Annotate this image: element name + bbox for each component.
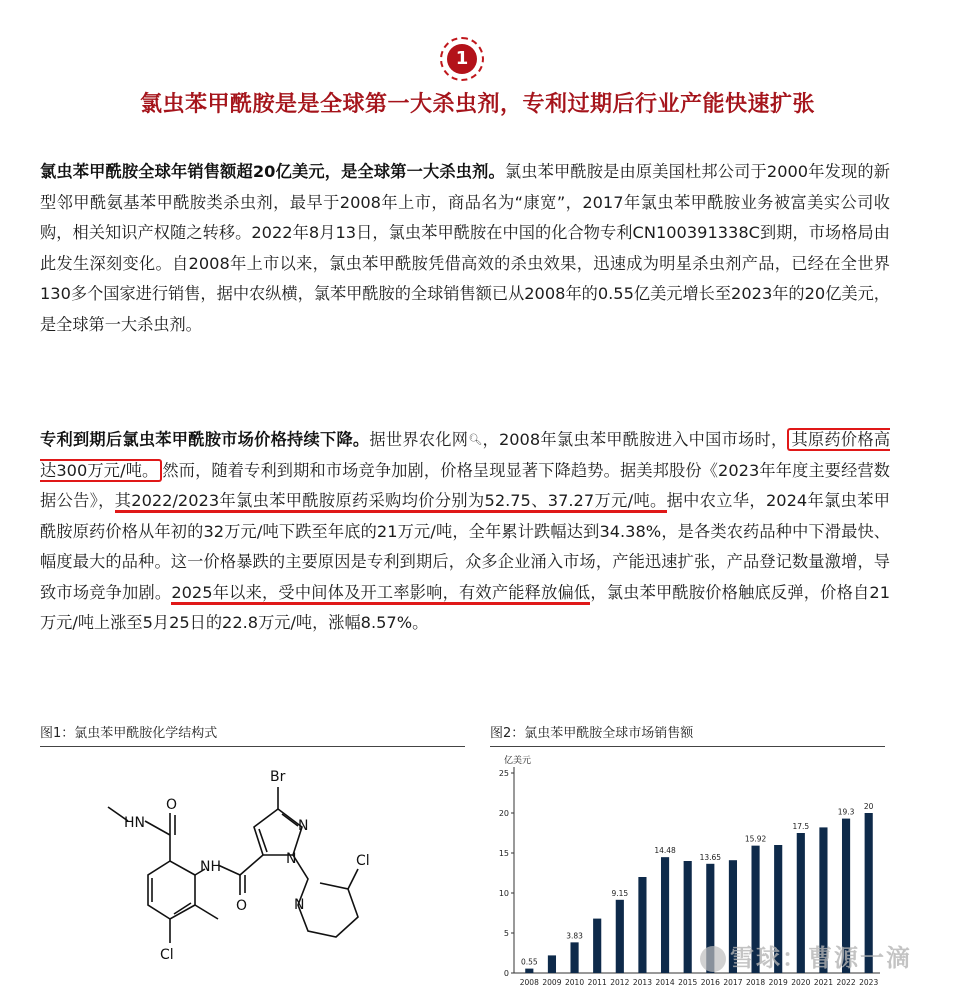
section-headline: 氯虫苯甲酰胺是是全球第一大杀虫剂，专利过期后行业产能快速扩张 (139, 92, 815, 117)
text-segment: ，氯虫苯甲酰胺价格触底反弹，价格自21万元/吨上涨至5月25日的22.8万元/吨，涨幅8.57%。 (40, 582, 890, 632)
x-tick-label: 2009 (542, 978, 562, 987)
y-tick-label: 5 (503, 929, 509, 938)
data-label: 19.3 (837, 807, 855, 817)
atom-label: Cl (356, 853, 370, 869)
data-label: 14.48 (654, 846, 676, 856)
bond (218, 865, 240, 875)
x-tick-label: 2011 (587, 978, 607, 987)
x-tick-label: 2022 (836, 978, 856, 987)
x-tick-label: 2018 (746, 978, 766, 987)
snowball-logo-icon (700, 946, 726, 972)
x-tick-label: 2013 (632, 978, 652, 987)
figure-structure (40, 722, 465, 997)
bond (348, 869, 358, 889)
data-label: 20 (863, 802, 874, 811)
text-segment: ，2008年氯虫苯甲酰胺进入中国市场时， (482, 430, 788, 449)
x-tick-label: 2008 (519, 978, 539, 987)
x-tick-label: 2012 (610, 978, 630, 987)
data-label: 15.92 (744, 834, 767, 844)
bar (684, 861, 692, 973)
boxed-highlight: 其原药价格高达300万元/吨。 (40, 430, 891, 480)
y-tick-label: 0 (503, 969, 509, 978)
paragraph-body: 氯虫苯甲酰胺是由原美国杜邦公司于2000年发现的新型邻甲酰氨基苯甲酰胺类杀虫剂，最早于2008年上市，商品名为“康宽”，2017年氯虫苯甲酰胺业务被富美实公司收购，相关知识产权随之转移。2022年8月13日，氯虫苯甲酰胺在中国的化合物专利CN100391338C到期，市场格局由此发生深刻变化。自2008年上市以来，氯虫苯甲酰胺凭借高效的杀虫效果，迅速成为明星杀虫剂产品，已经在全世界130多个国家进行销售，据中农纵横，氯苯甲酰胺的全球销售额已从2008年的0.55亿美元增长至2023年的20亿美元，是全球第一大杀虫剂。 (40, 162, 890, 334)
watermark (700, 942, 912, 974)
y-tick-label: 20 (498, 809, 509, 818)
y-tick-label: 10 (498, 889, 509, 898)
y-axis-label: 亿美元 (504, 756, 532, 766)
figure-title: 图2：氯虫苯甲酰胺全球市场销售额 (490, 722, 885, 747)
x-tick-label: 2020 (791, 978, 811, 987)
y-tick-label: 15 (498, 849, 509, 858)
bar (570, 942, 578, 973)
bar (661, 857, 669, 973)
search-icon[interactable]: 🔍︎ (468, 433, 483, 446)
bond (293, 855, 358, 937)
text-segment: 据世界农化网 (369, 430, 469, 449)
x-tick-label: 2017 (723, 978, 743, 987)
atom-label: N (294, 897, 305, 913)
figure-title: 图1：氯虫苯甲酰胺化学结构式 (40, 722, 465, 747)
bond (195, 905, 218, 919)
bond (282, 814, 298, 826)
atom-label: O (166, 797, 178, 813)
chemical-structure-diagram (40, 747, 465, 993)
atom-label: HN (124, 815, 145, 831)
x-tick-label: 2015 (678, 978, 698, 987)
bar (593, 919, 601, 973)
bar (525, 969, 533, 973)
bond (148, 861, 195, 919)
atom-label: N (286, 851, 297, 867)
x-tick-label: 2023 (859, 978, 879, 987)
paragraph-lead: 专利到期后氯虫苯甲酰胺市场价格持续下降。 (40, 430, 370, 449)
x-tick-label: 2019 (768, 978, 788, 987)
bond (240, 855, 263, 875)
x-tick-label: 2010 (565, 978, 585, 987)
atom-label: O (236, 898, 248, 914)
paragraph-lead: 氯虫苯甲酰胺全球年销售额超20亿美元，是全球第一大杀虫剂。 (40, 162, 505, 181)
section-number-badge (440, 37, 484, 81)
data-label: 17.5 (792, 822, 810, 831)
underlined-highlight: 其2022/2023年氯虫苯甲酰胺原药采购均价分别为52.75、37.27万元/吨。 (115, 491, 667, 513)
bond (145, 821, 170, 835)
atom-label: Br (270, 769, 286, 785)
paragraph-sales (40, 157, 890, 340)
atom-label: NH (200, 859, 221, 875)
bar (638, 877, 646, 973)
text-segment: 然而，随着专利到期和市场竞争加剧，价格呈现显著下降趋势。据美邦股份《2023年年度主要经营数据公告》， (40, 460, 890, 510)
y-tick-label: 25 (498, 769, 509, 778)
underlined-highlight: 2025年以来，受中间体及开工率影响，有效产能释放偏低 (171, 583, 590, 605)
atom-label: N (298, 818, 309, 834)
bar (616, 900, 624, 973)
watermark-text: 雪球：曹源一滴 (730, 944, 912, 972)
x-tick-label: 2014 (655, 978, 675, 987)
bar (548, 955, 556, 973)
data-label: 0.55 (520, 957, 538, 967)
x-tick-label: 2021 (813, 978, 833, 987)
text-segment: 据中农立华，2024年氯虫苯甲酰胺原药价格从年初的32万元/吨下跌至年底的21万元/吨，全年累计跌幅达到34.38%，是各类农药品种中下滑最快、幅度最大的品种。这一价格暴跌的主要原因是专利到期后，众多企业涌入市场，产能迅速扩张，产品登记数量激增，导致市场竞争加剧。 (40, 491, 890, 602)
data-label: 9.15 (611, 888, 629, 898)
paragraph-price (40, 425, 890, 639)
atom-label: Cl (160, 947, 174, 963)
data-label: 13.65 (699, 852, 722, 862)
data-label: 3.83 (566, 931, 583, 941)
x-tick-label: 2016 (700, 978, 720, 987)
section-number: 1 (447, 44, 477, 74)
bond (254, 809, 302, 855)
